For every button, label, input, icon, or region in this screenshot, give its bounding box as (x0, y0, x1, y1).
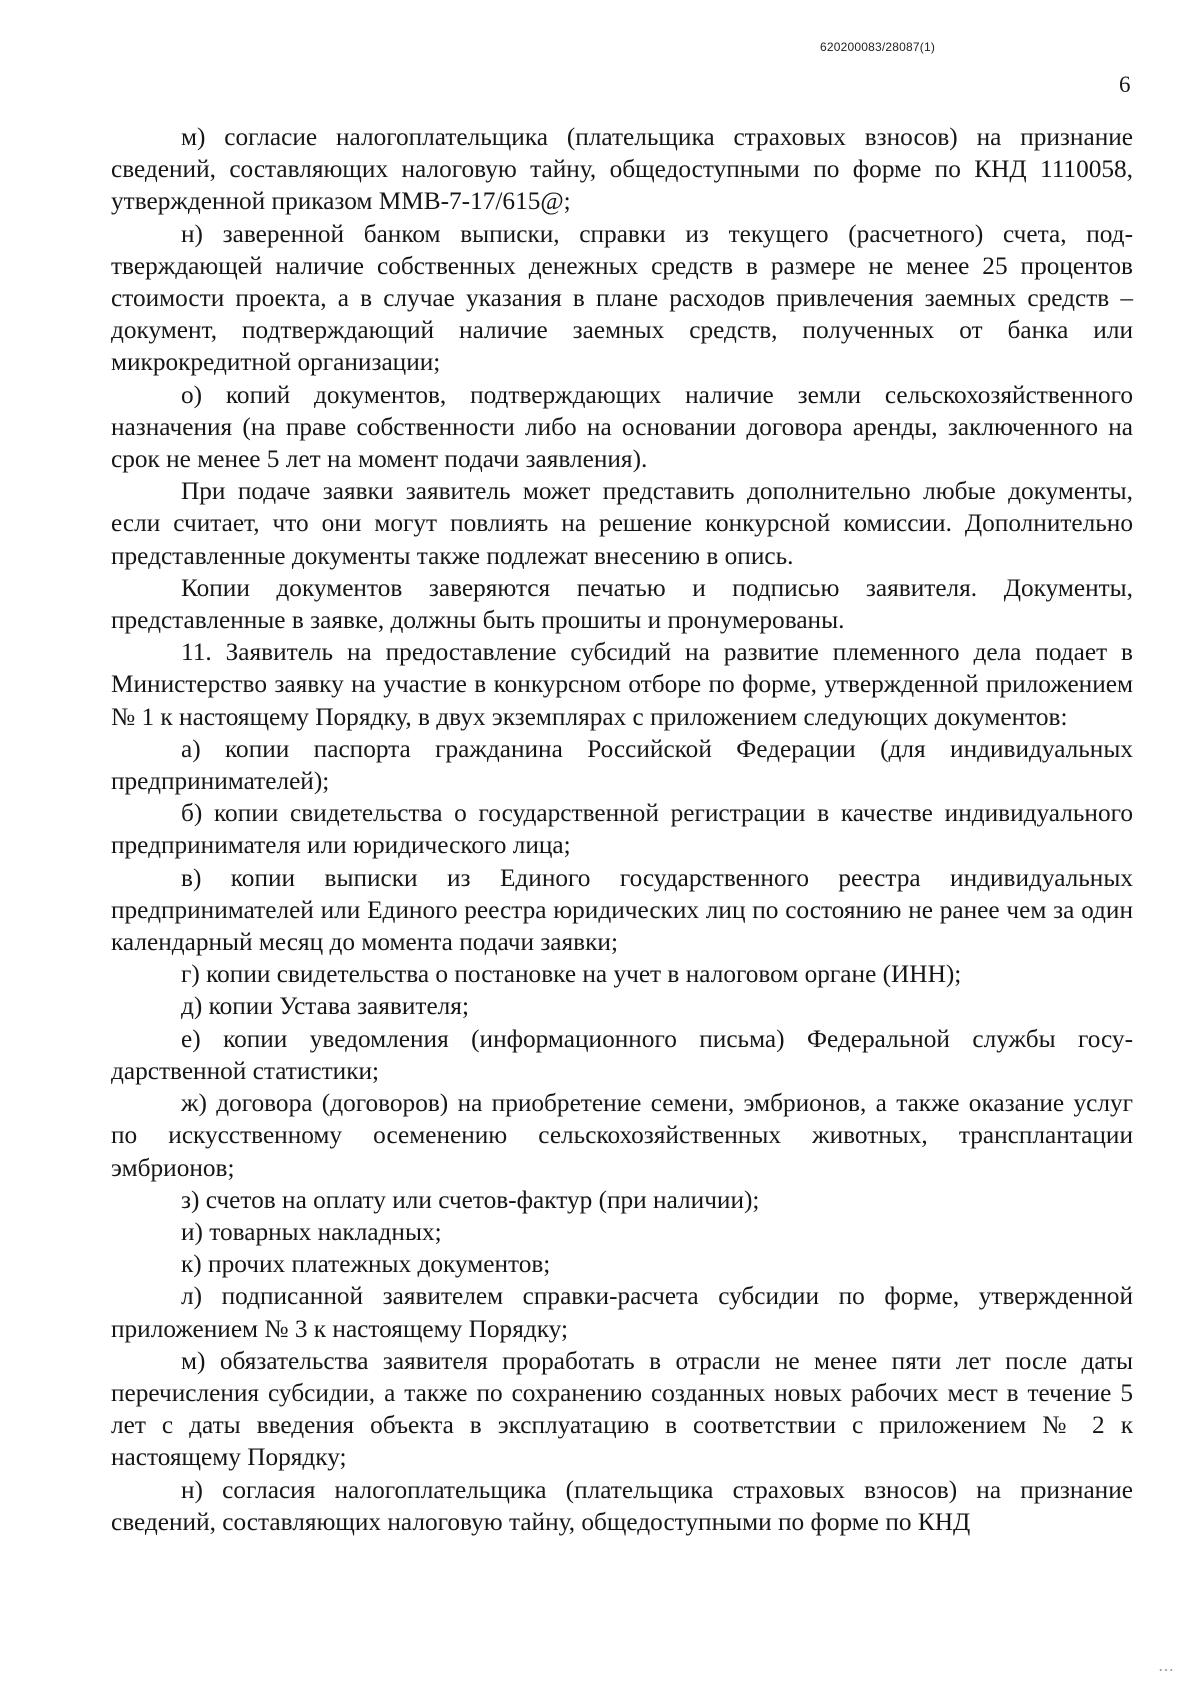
paragraph-item-e-statistics-notice: е) копии уведомления (информационного письма) Федеральной службы государственной статистики; (111, 1024, 1133, 1085)
paragraph-item-zh-contracts: ж) договора (договоров) на приобретение семени, эмбрионов, а также оказание услуг по искусственному осеменению сельскохозяйственных животных, трансплантации эмбрионов; (111, 1089, 1133, 1182)
paragraph-additional-documents: При подаче заявки заявитель может представить дополнительно любые документы, если считает, что они могут повлиять на решение конкурсной комиссии. Дополнительно представленные документы также подлежат внесению в опись. (111, 477, 1133, 570)
paragraph-item-m-obligation: м) обязательства заявителя проработать в отрасли не менее пяти лет после даты перечисления субсидии, а также по сохранению созданных новых рабочих мест в течение 5 лет с даты введения объекта в эксплуатацию в соответствии с приложением № 2 к настоящему Порядку; (111, 1346, 1133, 1472)
document-id: 620200083/28087(1) (820, 40, 936, 54)
paragraph-document-certification: Копии документов заверяются печатью и подписью заявителя. Документы, представленные в заявке, должны быть прошиты и пронумерованы. (111, 573, 1133, 635)
paragraph-item-l-subsidy-calculation: л) подписанной заявителем справки-расчета субсидии по форме, утвержденной приложением № 3 к настоящему Порядку; (111, 1282, 1133, 1343)
paragraph-item-k-payment-documents: к) прочих платежных документов; (181, 1250, 551, 1279)
paragraph-item-n-bank-statement: н) заверенной банком выписки, справки из текущего (расчетного) счета, подтверждающей наличие собственных денежных средств в размере не менее 25 процентов стоимости проекта, а в случае указания в плане расходов привлечения заемных средств – документ, подтверждающий наличие заемных средств, полученных от банка или микрокредитной организации; (111, 219, 1133, 377)
paragraph-item-i-waybills: и) товарных накладных; (181, 1217, 442, 1246)
paragraph-clause-11: 11. Заявитель на предоставление субсидий на развитие племенного дела подает в Министерство заявку на участие в конкурсном отборе по форме, утвержденной приложением № 1 к настоящему Порядку, в двух экземплярах с приложением следующих документов: (111, 638, 1133, 731)
paragraph-item-a-passport: а) копии паспорта гражданина Российской Федерации (для индивидуальных предпринимателей); (111, 734, 1133, 796)
document-body (111, 121, 1133, 1538)
page-number: 6 (1119, 72, 1131, 97)
paragraph-item-g-tax-registration: г) копии свидетельства о постановке на учет в налоговом органе (ИНН); (181, 960, 962, 989)
paragraph-item-o-land-documents: о) копий документов, подтверждающих наличие земли сельскохозяйственного назначения (на праве собственности либо на основании договора аренды, заключенного на срок не менее 5 лет на момент подачи заявления). (111, 380, 1133, 474)
paragraph-item-n-consent: н) согласия налогоплательщика (плательщика страховых взносов) на признание сведений, составляющих налоговую тайну, общедоступными по форме по КНД (111, 1475, 1133, 1536)
paragraph-item-b-registration-certificate: б) копии свидетельства о государственной регистрации в качестве индивидуального предпринимателя или юридического лица; (111, 799, 1133, 860)
paragraph-item-z-invoices: з) счетов на оплату или счетов-фактур (при наличии); (181, 1185, 760, 1214)
paragraph-item-v-registry-extract: в) копии выписки из Единого государственного реестра индивидуальных предпринимателей или Единого реестра юридических лиц по состоянию не ранее чем за один календарный месяц до момента подачи заявки; (111, 863, 1133, 957)
paragraph-item-m-consent: м) согласие налогоплательщика (плательщика страховых взносов) на признание сведений, составляющих налоговую тайну, общедоступными по форме по КНД 1110058, утвержденной приказом ММВ-7-17/615@; (111, 123, 1133, 216)
paragraph-item-d-charter: д) копии Устава заявителя; (181, 992, 469, 1021)
scan-artifact-mark: ⋯ (1158, 1662, 1174, 1679)
